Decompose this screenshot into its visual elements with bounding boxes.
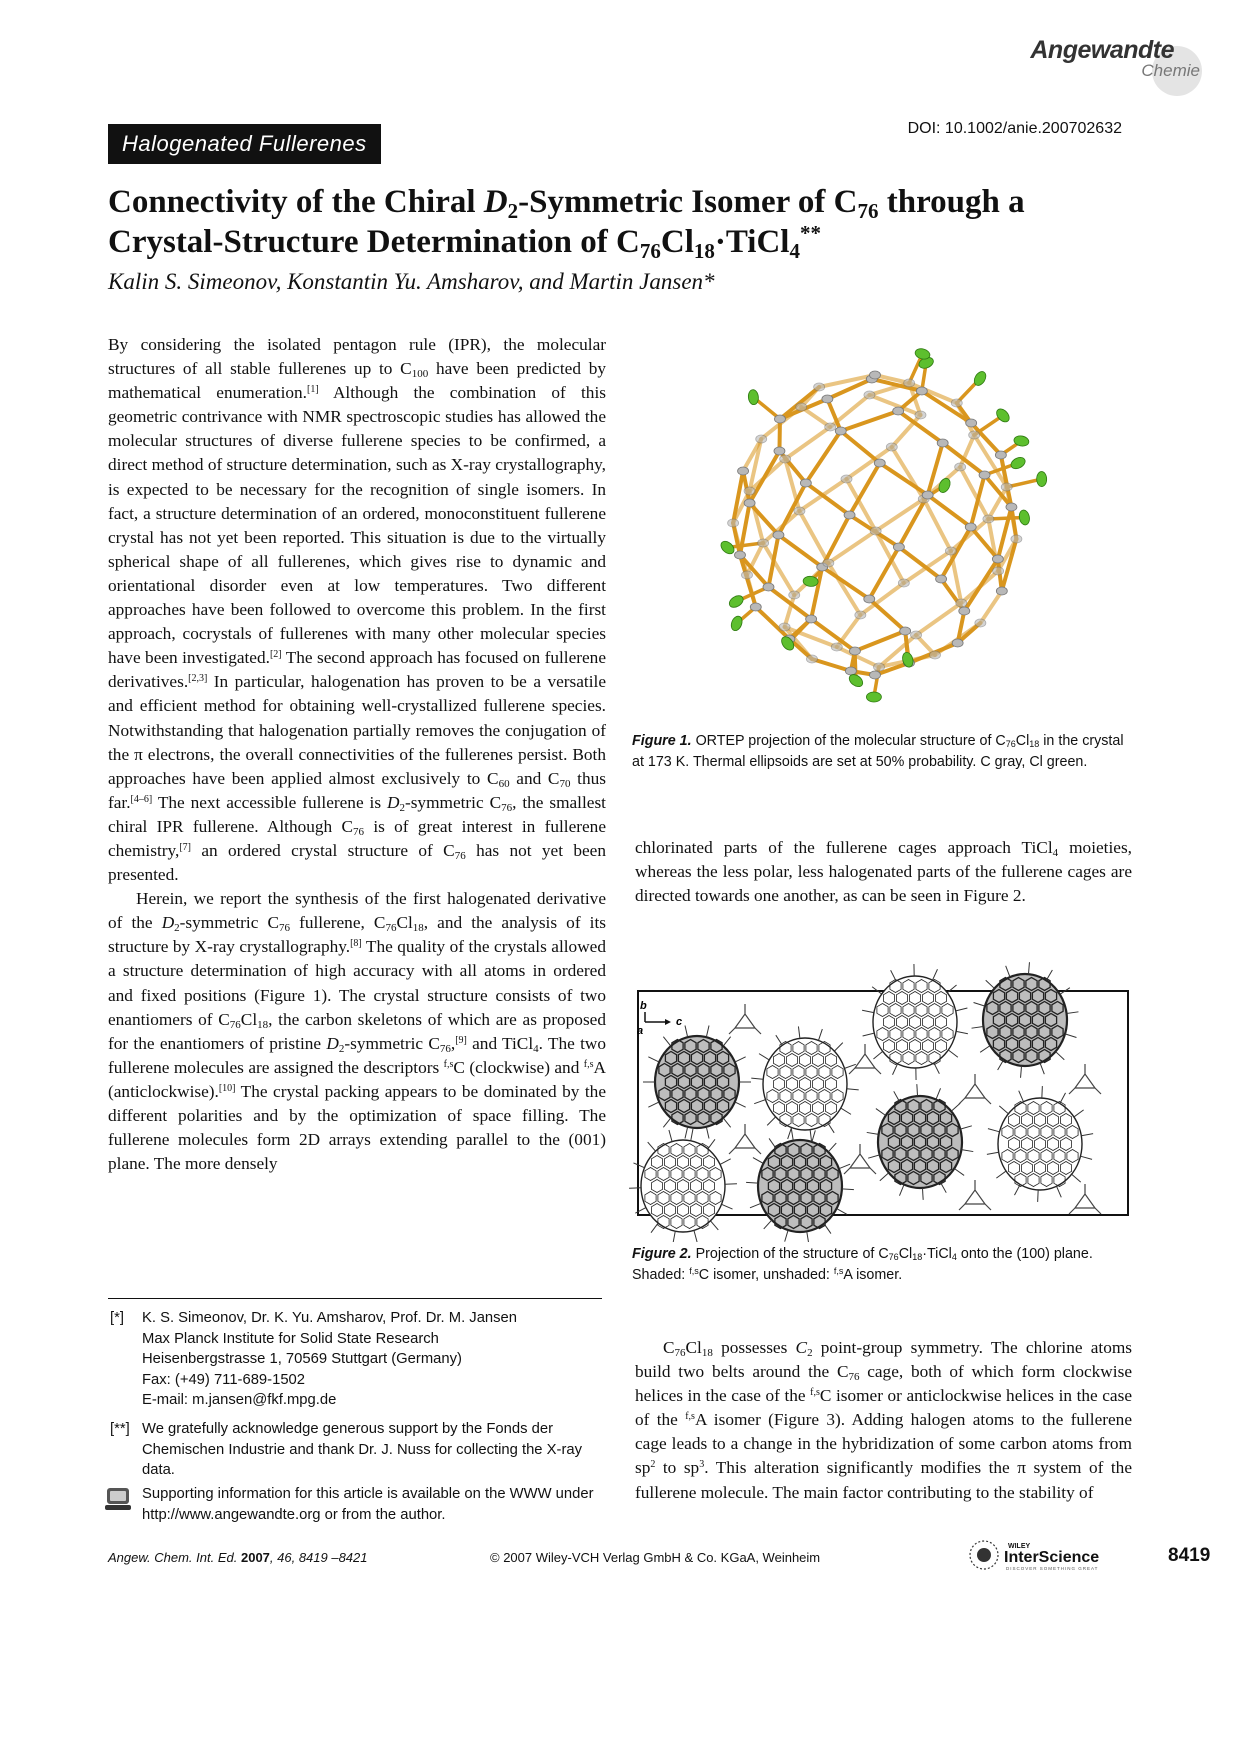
carbon-atom [841,475,852,483]
chlorine-atom [1037,471,1047,486]
cc-bond [916,603,961,635]
carbon-atom [966,419,977,427]
carbon-atom [823,559,834,567]
cc-bond [750,503,779,535]
carbon-atom [800,479,811,487]
footnote-mark: [**] [110,1421,130,1437]
carbon-atom [806,655,817,663]
wiley-small: WILEY [1008,1543,1031,1550]
paragraph-4: $C_{76}Cl_{18}$ possesses $C_2$ point-group symmetry. The chlorine atoms build two belts around the $C_{76}$ cage, both of which form clockwise helices in the case of the $^{f,s}$C isomer or anticlockwise helices in the case of the $^{f,s}$A isomer (Figure 3). Adding halogen atoms to the fullerene cage leads to a change in the hybridization of some carbon atoms from $sp^2$ to $sp^3$. This alteration significantly modifies the π system of the fullerene molecule. The main factor contributing to the stability of [635,1338,1133,1502]
carbon-atom [758,539,769,547]
carbon-atom [893,543,904,551]
shaded-cage [643,1025,751,1138]
carbon-atom [835,427,846,435]
carbon-atom [996,587,1007,595]
footnote-text: We gratefully acknowledge generous support by the Fonds der Chemischen Industrie and thank Dr. J. Nuss for collecting the X-ray data. [142,1421,582,1478]
carbon-atom [916,387,927,395]
carbon-atom [814,383,825,391]
carbon-atom [870,527,881,535]
carbon-atom [937,439,948,447]
axis-b-label: b [640,1000,647,1012]
interscience-logo [968,1537,1128,1573]
article-title: Connectivity of the Chiral $D_2$-Symmetric Isomer of $C_{76}$ through a Crystal-Structure Determination of $C_{76}Cl_{18}\cdot TiCl_4^{**}$ [108,184,1025,263]
cc-bond [855,631,905,651]
ticl4-unit [959,1180,991,1210]
unshaded-cage [751,1026,858,1141]
carbon-atom [995,451,1006,459]
carbon-atom [893,407,904,415]
carbon-atom [806,615,817,623]
cc-bond [806,483,850,515]
carbon-atom [870,371,881,379]
paragraph-3: chlorinated parts of the fullerene cages approach TiCl$_4$ moieties, whereas the less polar, less halogenated parts of the fullerene cages are directed towards one another, as can be seen in Figure 2. [635,838,1132,906]
carbon-atom [898,579,909,587]
page-number: 8419 [1168,1545,1211,1566]
carbon-atom [825,423,836,431]
carbon-atom [728,519,739,527]
figure-2-caption: Figure 2. Projection of the structure of $C_{76}Cl_{18}\cdot TiCl_4$ onto the (100) plane. Shaded: $^{f,s}$C isomer, unshaded: $^{f,s}$A isomer. [632,1246,1093,1283]
carbon-atom [959,607,970,615]
carbon-atom [993,567,1004,575]
carbon-atom [870,671,881,679]
chlorine-atom [866,692,881,702]
carbon-atom [849,647,860,655]
carbon-atom [789,591,800,599]
chlorine-atom [1018,509,1031,526]
carbon-atom [992,555,1003,563]
shaded-cage [867,1084,974,1200]
footnote-supporting-info [110,1484,610,1528]
ticl4-unit [1069,1064,1101,1094]
footnote-line: Heisenbergstrasse 1, 70569 Stuttgart (Germany) [142,1351,462,1367]
ticl4-unit [729,1124,761,1154]
cc-bond [892,415,921,447]
carbon-atom [874,459,885,467]
carbon-atom [742,571,753,579]
footnote-acknowledgement [110,1419,610,1483]
carbon-atom [864,391,875,399]
carbon-atom [969,431,980,439]
ticl4-unit [1069,1184,1101,1214]
doi: DOI: 10.1002/anie.200702632 [907,120,1122,137]
chlorine-atom [937,477,953,495]
figure-2-packing-projection [615,962,1135,1242]
carbon-atom [886,443,897,451]
carbon-atom [773,531,784,539]
section-label: Halogenated Fullerenes [108,124,381,164]
unshaded-cage [862,964,968,1080]
paragraph-2: Herein, we report the synthesis of the first halogenated derivative of the $D_2$-symmetric $C_{76}$ fullerene, $C_{76}Cl_{18}$, and the analysis of its structure by X-ray crystallography.[8] The quality of the crystals allowed a structure determination of high accuracy with all atoms in ordered and fixed positions (Figure 1). The crystal structure consists of two enantiomers of $C_{76}Cl_{18}$, the carbon skeletons of which are as proposed for the enantiomers of pristine $D_2$-symmetric $C_{76},[9]$ and TiCl$_4$. The two fullerene molecules are assigned the descriptors $^{f,s}$C (clockwise) and $^{f,s}$A (anticlockwise).[10] The crystal packing appears to be dominated by the different polarities and by the optimization of space filling. The fullerene molecules form 2D arrays extending parallel to the (001) plane. The more densely [108,889,606,1174]
shaded-cage [972,962,1079,1078]
carbon-atom [763,583,774,591]
chlorine-atom [748,389,760,405]
carbon-atom [915,411,926,419]
ticl4-unit [729,1004,761,1034]
body-text-right-column-top [635,836,1132,908]
footer-citation: Angew. Chem. Int. Ed. 2007, 46, 8419 –8421 [108,1550,368,1565]
carbon-atom [952,639,963,647]
shaded-cage [746,1129,854,1242]
footnote-mark: [*] [110,1310,124,1326]
figure-1-caption: Figure 1. ORTEP projection of the molecular structure of $C_{76}Cl_{18}$ in the crystal at 173 K. Thermal ellipsoids are set at 50% probability. C gray, Cl green. [632,733,1124,770]
footer-copyright: © 2007 Wiley-VCH Verlag GmbH & Co. KGaA, Weinheim [490,1550,821,1565]
carbon-atom [904,379,915,387]
axis-c-label: c [676,1016,683,1028]
carbon-atom [774,415,785,423]
cc-bond [837,615,861,647]
cc-bond [768,535,778,587]
carbon-atom [1011,535,1022,543]
authors: Kalin S. Simeonov, Konstantin Yu. Amsharov, and Martin Jansen* [108,269,715,294]
cc-bond [812,659,851,671]
interscience-wordmark: InterScience [1004,1549,1100,1566]
carbon-atom [1006,503,1017,511]
chlorine-atom [719,539,737,556]
footnote-line: K. S. Simeonov, Dr. K. Yu. Amsharov, Prof. Dr. M. Jansen [142,1310,518,1326]
carbon-atom [756,435,767,443]
footnote-affiliation [110,1308,610,1418]
carbon-atom [734,551,745,559]
carbon-atom [744,487,755,495]
carbon-atom [774,447,785,455]
carbon-atom [955,463,966,471]
carbon-atom [922,491,933,499]
journal-logo-main: Angewandte [1030,36,1174,64]
carbon-atom [779,623,790,631]
ticl4-unit [844,1144,876,1174]
footnote-text: Supporting information for this article is available on the WWW under http://www.angewandte.org or from the author. [142,1486,594,1523]
carbon-atom [794,507,805,515]
footnote-rule [108,1298,602,1299]
carbon-atom [979,471,990,479]
carbon-atom [956,599,967,607]
carbon-atom [900,627,911,635]
carbon-atom [831,643,842,651]
footnote-email: E-mail: m.jansen@fkf.mpg.de [142,1392,337,1408]
cc-bond [828,531,875,563]
chlorine-atom [727,593,745,609]
carbon-atom [929,651,940,659]
ticl4-unit [849,1044,881,1074]
interscience-tagline: DISCOVER SOMETHING GREAT [1006,1566,1099,1571]
carbon-atom [864,595,875,603]
journal-logo [1032,36,1202,88]
carbon-atom [911,631,922,639]
carbon-atom [845,667,856,675]
footnote-line: Fax: (+49) 711-689-1502 [142,1371,306,1388]
figure-1-fullerene-structure [690,335,1070,715]
carbon-atom [855,611,866,619]
cc-bond [841,411,898,431]
carbon-atom [983,515,994,523]
carbon-atom [780,455,791,463]
cc-bond [961,571,998,603]
carbon-atom [738,467,749,475]
carbon-atom [936,575,947,583]
carbon-atom [744,499,755,507]
carbon-atom [844,511,855,519]
journal-logo-sub: Chemie [1141,61,1200,80]
carbon-atom [945,547,956,555]
carbon-atom [750,603,761,611]
carbon-atom [965,523,976,531]
carbon-atom [874,663,885,671]
ticl4-unit [959,1074,991,1104]
cc-bond [841,431,880,463]
carbon-atom [951,399,962,407]
carbon-atom [1001,483,1012,491]
footnote-line: Max Planck Institute for Solid State Research [142,1330,439,1347]
carbon-atom [975,619,986,627]
paragraph-1: By considering the isolated pentagon rule (IPR), the molecular structures of all stable fullerenes up to $C_{100}$ have been predicted by mathematical enumeration.[1] Although the combination of this geometric contrivance with NMR spectroscopic studies has allowed the molecular structures of diverse fullerene species to be confirmed, a direct method of structure determination, such as X-ray crystallography, is expected to be necessary for the recognition of single isomers. In fact, a structure determination of an ordered, monoconstituent fullerene crystal has not yet been reported. This situation is due to the virtually spherical shape of all fullerenes, which gives rise to dynamic and orientational disorder even at low temperatures. Two different approaches have been followed to overcome this problem. In the first approach, cocrystals of fullerenes with many other molecular species have been investigated.[2] The second approach has focused on fullerene derivatives.[2,3] In particular, halogenation has proven to be a versatile and efficient method for obtaining well-crystallized fullerene species. Notwithstanding that halogenation partially removes the conjugation of the π electrons, the overall connectivities of the fullerenes persist. Both approaches have been applied almost exclusively to $C_{60}$ and $C_{70}$ thus far.[4–6] The next accessible fullerene is $D_2$-symmetric $C_{76}$, the smallest chiral IPR fullerene. Although $C_{76}$ is of great interest in fullerene chemistry,[7] an ordered crystal structure of $C_{76}$ has not yet been presented. [108,335,606,885]
axis-indicator [637,1000,682,1037]
chlorine-atom [1009,455,1027,471]
carbon-atom [796,403,807,411]
unshaded-cage [629,1129,737,1242]
axis-a-label: a [637,1025,644,1037]
body-text-right-column-bottom [635,1336,1132,1505]
body-text-left-column [108,333,606,1176]
cc-bond [980,591,1001,623]
unshaded-cage [987,1086,1093,1202]
carbon-atom [822,395,833,403]
